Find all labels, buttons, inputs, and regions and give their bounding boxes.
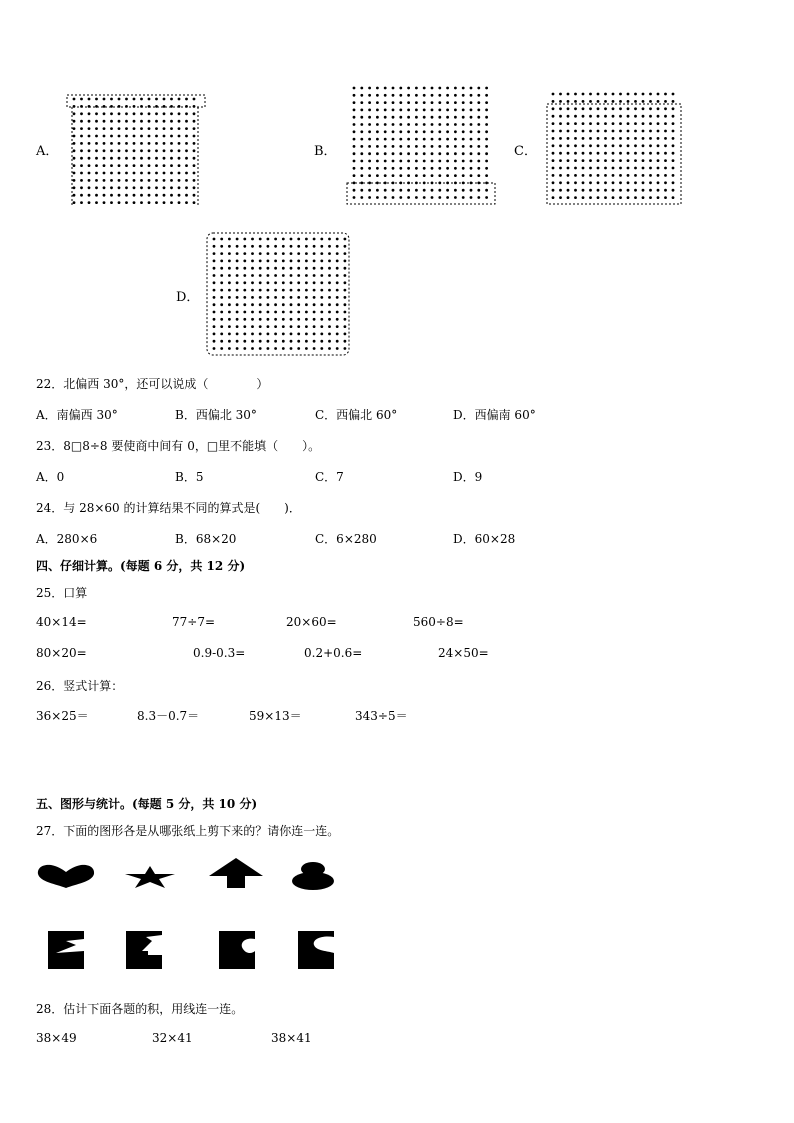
q22-option: B．西偏北 30° bbox=[175, 408, 257, 422]
q25-item: 80×20= bbox=[36, 646, 87, 660]
q25-item: 24×50= bbox=[438, 646, 489, 660]
q28-item: 38×49 bbox=[36, 1031, 77, 1045]
q28-title: 28．估计下面各题的积，用线连一连。 bbox=[36, 1002, 244, 1016]
q21-figure-a bbox=[66, 93, 206, 208]
q24-option: C．6×280 bbox=[315, 532, 377, 546]
section-5-title: 五、图形与统计。(每题 5 分，共 10 分) bbox=[36, 797, 258, 811]
q21-figure-d bbox=[205, 231, 351, 357]
q22-option: C．西偏北 60° bbox=[315, 408, 398, 422]
q22-option: D．西偏南 60° bbox=[453, 408, 536, 422]
q24-question: 24．与 28×60 的计算结果不同的算式是( )． bbox=[36, 501, 301, 515]
blob-shape bbox=[292, 862, 334, 890]
q21-figure-c bbox=[545, 90, 685, 208]
paper-shape-1 bbox=[48, 931, 84, 969]
q23-option: C．7 bbox=[315, 470, 344, 484]
q23-option: D．9 bbox=[453, 470, 483, 484]
q28-item: 38×41 bbox=[271, 1031, 312, 1045]
q26-title: 26．竖式计算： bbox=[36, 679, 124, 693]
q25-item: 77÷7= bbox=[172, 615, 216, 629]
q25-title: 25．口算 bbox=[36, 586, 88, 600]
q24-option: B．68×20 bbox=[175, 532, 237, 546]
q26-item: 59×13＝ bbox=[249, 709, 302, 723]
q26-item: 36×25＝ bbox=[36, 709, 89, 723]
q25-item: 0.2+0.6= bbox=[304, 646, 363, 660]
q25-item: 560÷8= bbox=[413, 615, 464, 629]
heart-shape bbox=[38, 864, 94, 888]
paper-shape-4 bbox=[298, 931, 334, 969]
q25-item: 0.9-0.3= bbox=[193, 646, 246, 660]
q28-item: 32×41 bbox=[152, 1031, 193, 1045]
paper-shape-2 bbox=[126, 931, 162, 969]
q24-option: A．280×6 bbox=[36, 532, 98, 546]
q26-item: 343÷5＝ bbox=[355, 709, 408, 723]
q23-question: 23．8□8÷8 要使商中间有 0，□里不能填（ ）。 bbox=[36, 439, 321, 453]
q23-option: B．5 bbox=[175, 470, 204, 484]
q21-option-d-label: D． bbox=[176, 290, 200, 305]
q23-option: A．0 bbox=[36, 470, 65, 484]
q27-title: 27．下面的图形各是从哪张纸上剪下来的？请你连一连。 bbox=[36, 824, 340, 838]
q21-figure-b bbox=[346, 85, 498, 207]
q21-option-c-label: C． bbox=[514, 144, 537, 159]
section-4-title: 四、仔细计算。(每题 6 分，共 12 分) bbox=[36, 559, 246, 573]
paper-shape-3 bbox=[219, 931, 255, 969]
q21-option-a-label: A． bbox=[36, 144, 59, 159]
q22-option: A．南偏西 30° bbox=[36, 408, 118, 422]
q24-option: D．60×28 bbox=[453, 532, 516, 546]
star-shape bbox=[125, 866, 175, 888]
q25-item: 20×60= bbox=[286, 615, 337, 629]
q25-item: 40×14= bbox=[36, 615, 87, 629]
q22-question: 22．北偏西 30°，还可以说成（ ） bbox=[36, 377, 269, 391]
q26-item: 8.3－0.7＝ bbox=[137, 709, 200, 723]
q21-option-b-label: B． bbox=[314, 144, 337, 159]
arrow-up-shape bbox=[209, 858, 263, 888]
